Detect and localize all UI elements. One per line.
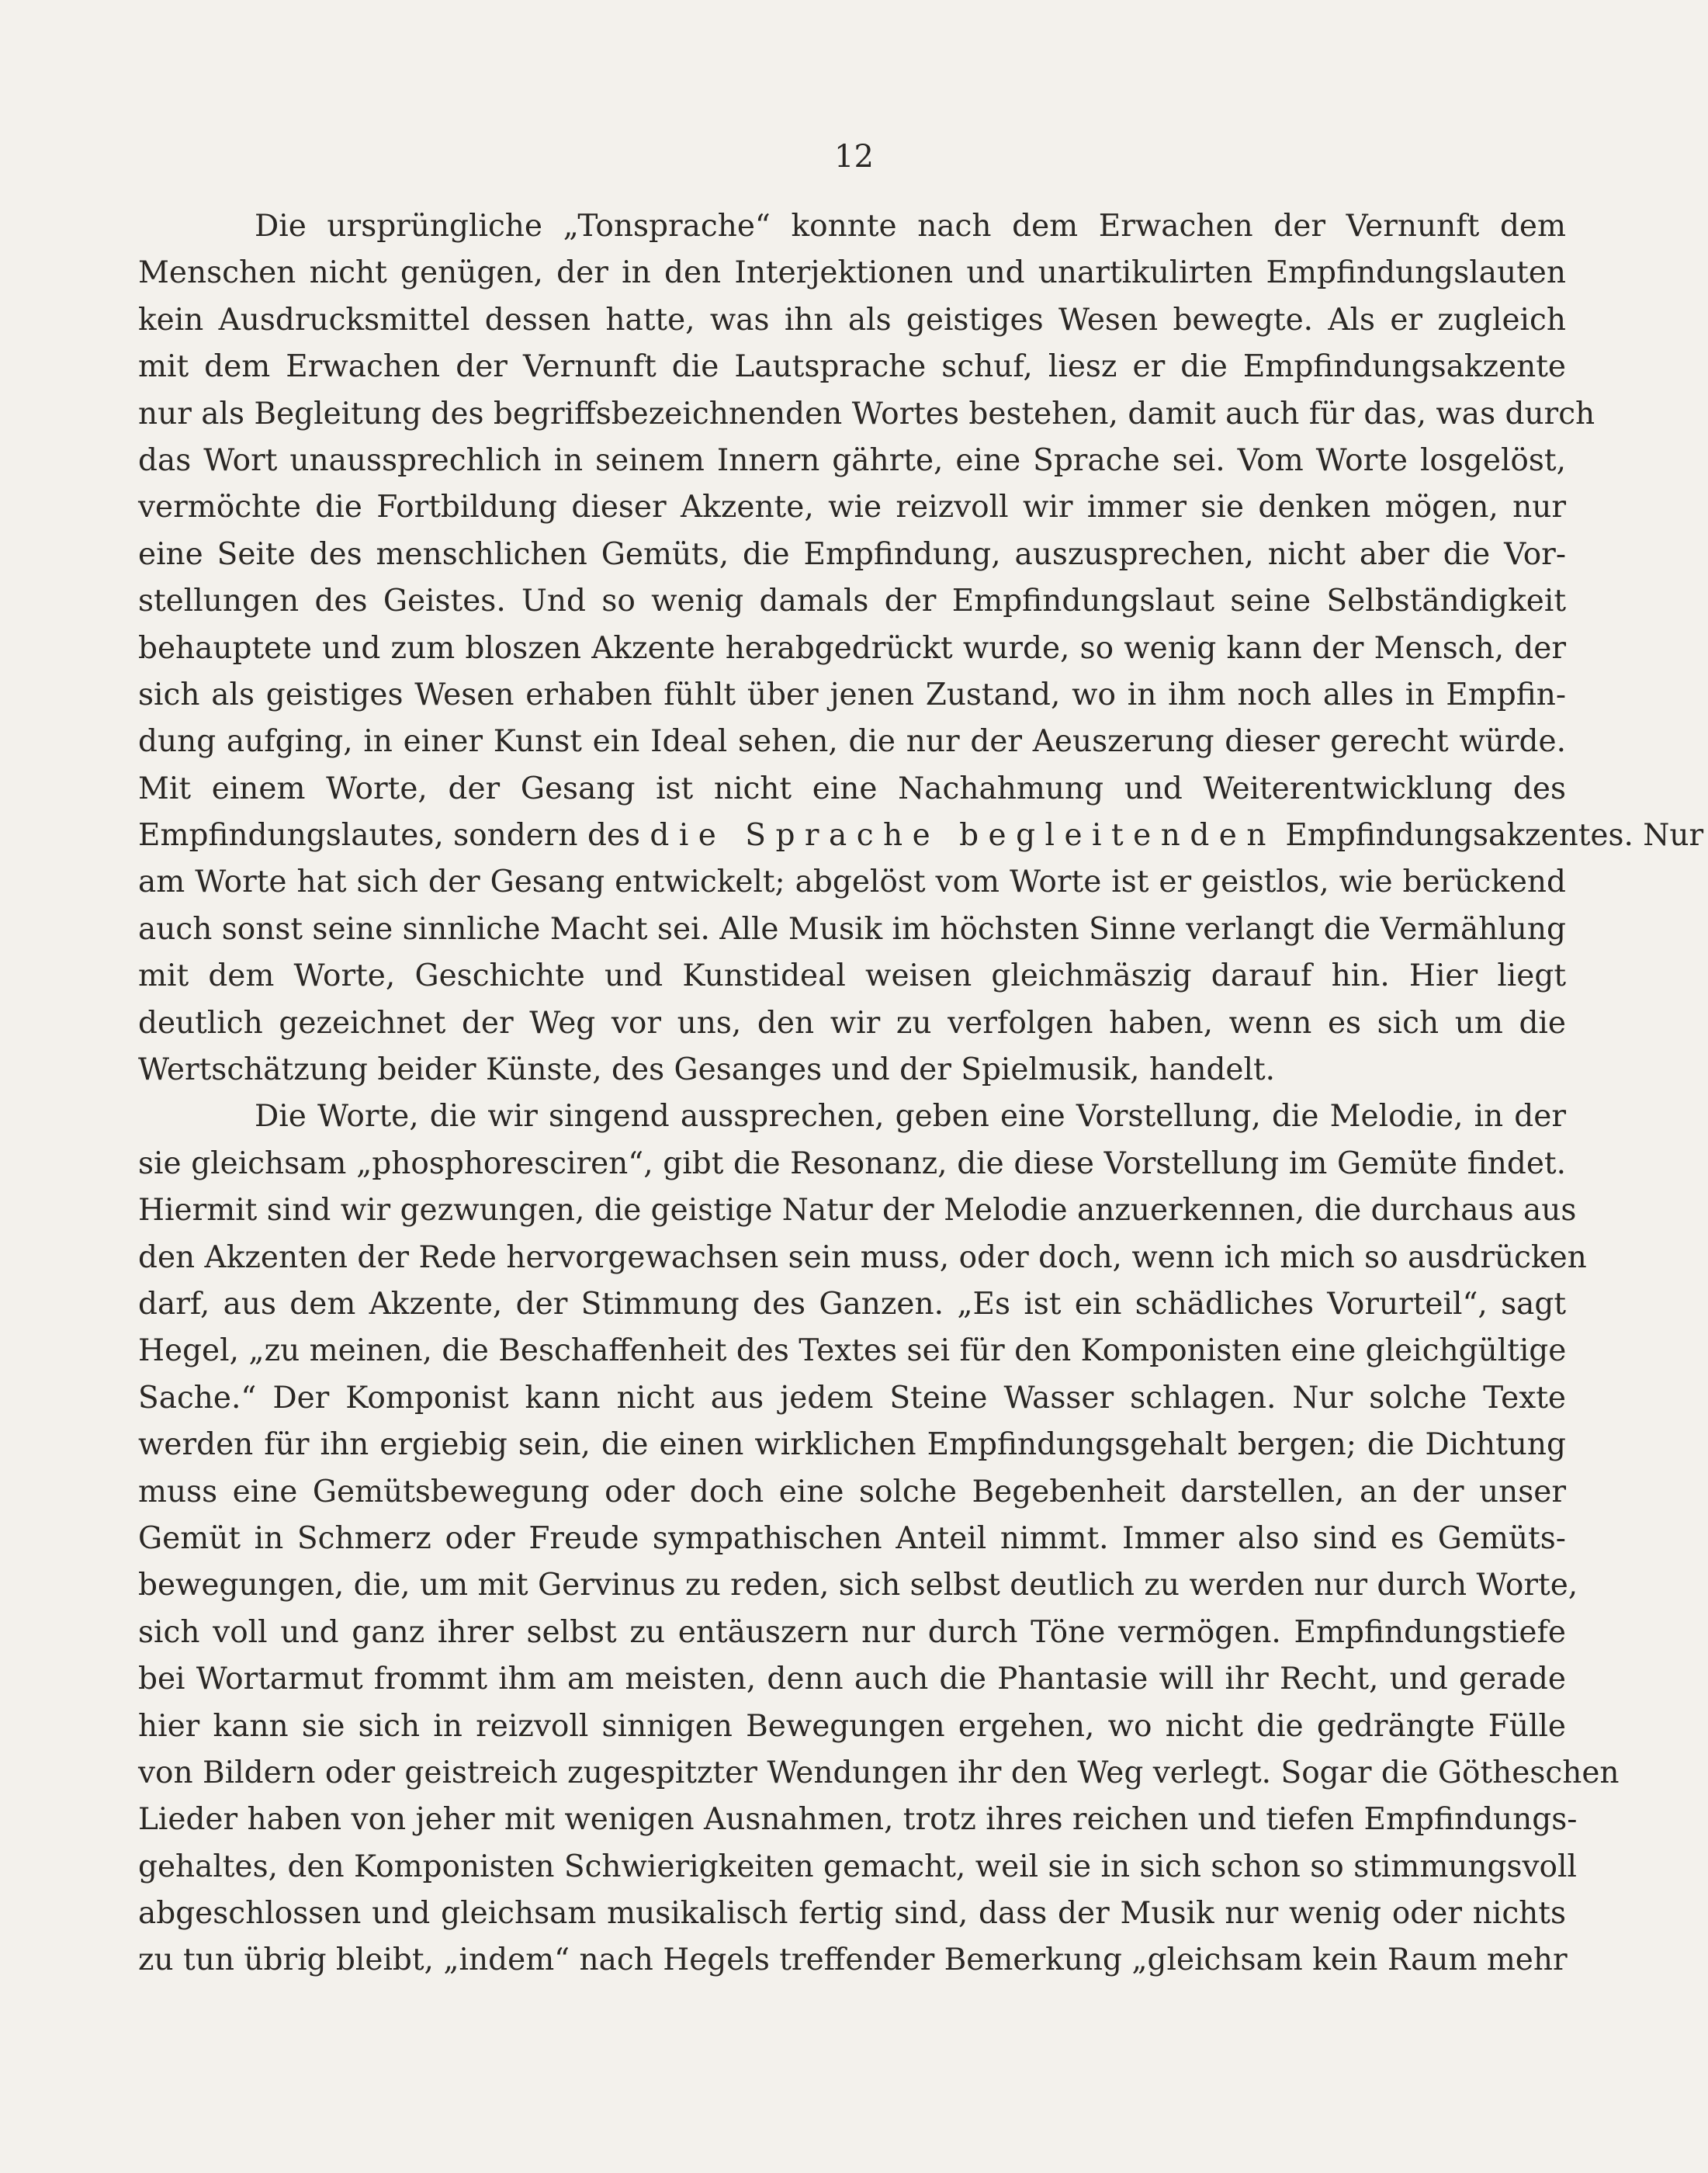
text-line: sich voll und ganz ihrer selbst zu entäuszern nur durch Töne vermögen. Empfindungstiefe — [138, 1614, 1566, 1650]
text-line: Die ursprüngliche „Tonsprache“ konnte nach dem Erwachen der Vernunft dem — [255, 209, 1566, 244]
text-line: mit dem Worte, Geschichte und Kunstideal weisen gleichmäszig darauf hin. Hier liegt — [138, 958, 1566, 994]
text-line: Sache.“ Der Komponist kann nicht aus jedem Steine Wasser schlagen. Nur solche Texte — [138, 1380, 1566, 1416]
text-line: hier kann sie sich in reizvoll sinnigen Bewegungen ergehen, wo nicht die gedrängte Fülle — [138, 1708, 1566, 1744]
text-line: gehaltes, den Komponisten Schwierigkeiten gemacht, weil sie in sich schon so stimmungsvoll — [138, 1849, 1577, 1884]
text-line: dung aufging, in einer Kunst ein Ideal sehen, die nur der Aeuszerung dieser gerecht würde. — [138, 724, 1566, 760]
text-line: bei Wortarmut frommt ihm am meisten, denn auch die Phantasie will ihr Recht, und gerade — [138, 1662, 1566, 1697]
text-line: nur als Begleitung des begriffsbezeichnenden Wortes bestehen, damit auch für das, was durch — [138, 396, 1595, 431]
body-text — [138, 203, 1704, 1984]
text-segment: Empfindungsakzentes. Nur — [1275, 818, 1704, 854]
text-line: muss eine Gemütsbewegung oder doch eine solche Begebenheit darstellen, an der unser — [138, 1474, 1566, 1509]
text-line — [138, 813, 1704, 859]
text-line: mit dem Erwachen der Vernunft die Lautsprache schuf, liesz er die Empfindungsakzente — [138, 349, 1566, 385]
text-line: von Bildern oder geistreich zugespitzter Wendungen ihr den Weg verlegt. Sogar die Götheschen — [138, 1755, 1620, 1790]
text-line: Menschen nicht genügen, der in den Interjektionen und unartikulirten Empfindungslauten — [138, 255, 1566, 291]
text-line: zu tun übrig bleibt, „indem“ nach Hegels treffender Bemerkung „gleichsam kein Raum mehr — [138, 1943, 1568, 1978]
text-segment: Empfindungslautes, sondern des — [138, 818, 650, 854]
text-line: Gemüt in Schmerz oder Freude sympathischen Anteil nimmt. Immer also sind es Gemüts- — [138, 1520, 1566, 1556]
text-line: abgeschlossen und gleichsam musikalisch fertig sind, dass der Musik nur wenig oder nichts — [138, 1896, 1566, 1932]
text-line: Lieder haben von jeher mit wenigen Ausnahmen, trotz ihres reichen und tiefen Empfindungs- — [138, 1802, 1578, 1838]
spaced-emphasis: die Sprache begleitenden — [650, 818, 1276, 854]
text-line: auch sonst seine sinnliche Macht sei. Alle Musik im höchsten Sinne verlangt die Vermählung — [138, 911, 1566, 947]
text-line: bewegungen, die, um mit Gervinus zu reden, sich selbst deutlich zu werden nur durch Worte, — [138, 1568, 1578, 1603]
text-line: am Worte hat sich der Gesang entwickelt; abgelöst vom Worte ist er geistlos, wie berückend — [138, 865, 1566, 900]
page-number: 12 — [834, 139, 874, 175]
text-line: vermöchte die Fortbildung dieser Akzente, wie reizvoll wir immer sie denken mögen, nur — [138, 490, 1566, 525]
text-line: Die Worte, die wir singend aussprechen, geben eine Vorstellung, die Melodie, in der — [255, 1099, 1566, 1135]
text-line: Mit einem Worte, der Gesang ist nicht eine Nachahmung und Weiterentwicklung des — [138, 771, 1566, 806]
text-line: eine Seite des menschlichen Gemüts, die Empfindung, auszusprechen, nicht aber die Vor- — [138, 536, 1566, 572]
text-line: sich als geistiges Wesen erhaben fühlt über jenen Zustand, wo in ihm noch alles in Empfin- — [138, 677, 1566, 712]
text-line: den Akzenten der Rede hervorgewachsen sein muss, oder doch, wenn ich mich so ausdrücken — [138, 1239, 1587, 1275]
text-line: Wertschätzung beider Künste, des Gesanges und der Spielmusik, handelt. — [138, 1052, 1276, 1088]
text-line: darf, aus dem Akzente, der Stimmung des Ganzen. „Es ist ein schädliches Vorurteil“, sagt — [138, 1286, 1566, 1322]
text-line: Hegel, „zu meinen, die Beschaffenheit des Textes sei für den Komponisten eine gleichgültige — [138, 1333, 1567, 1369]
text-line: Hiermit sind wir gezwungen, die geistige Natur der Melodie anzuerkennen, die durchaus aus — [138, 1193, 1577, 1229]
text-line: sie gleichsam „phosphoresciren“, gibt die Resonanz, die diese Vorstellung im Gemüte findet. — [138, 1145, 1566, 1181]
text-line: deutlich gezeichnet der Weg vor uns, den wir zu verfolgen haben, wenn es sich um die — [138, 1005, 1566, 1041]
text-line: stellungen des Geistes. Und so wenig damals der Empfindungslaut seine Selbständigkeit — [138, 584, 1566, 619]
text-line: das Wort unaussprechlich in seinem Innern gährte, eine Sprache sei. Vom Worte losgelöst, — [138, 442, 1566, 478]
text-line: behauptete und zum bloszen Akzente herabgedrückt wurde, so wenig kann der Mensch, der — [138, 630, 1566, 666]
text-line: werden für ihn ergiebig sein, die einen wirklichen Empfindungsgehalt bergen; die Dichtung — [138, 1427, 1566, 1463]
text-line: kein Ausdrucksmittel dessen hatte, was ihn als geistiges Wesen bewegte. Als er zugleich — [138, 302, 1566, 338]
